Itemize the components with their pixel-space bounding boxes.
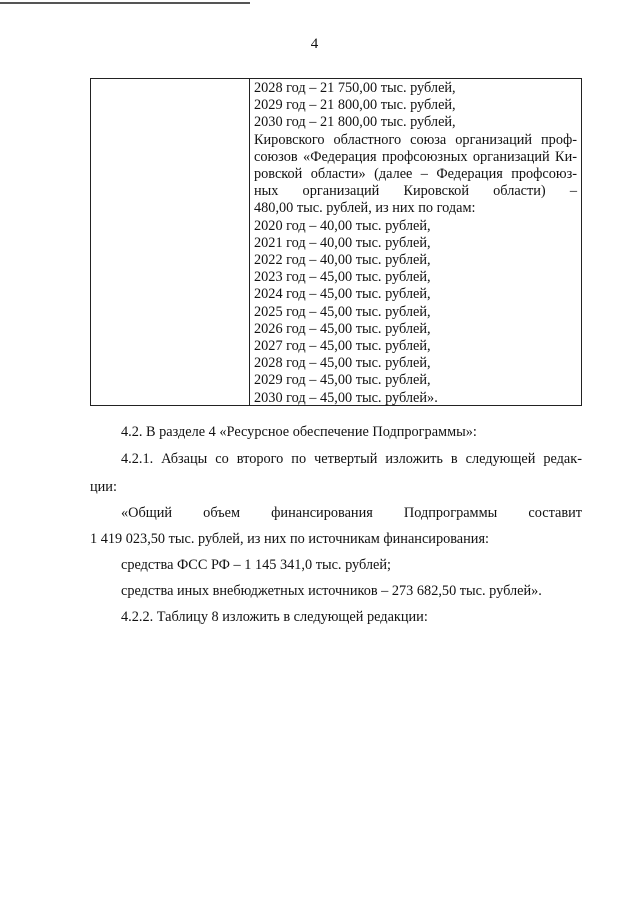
table-line: 2026 год – 45,00 тыс. рублей, — [254, 320, 431, 337]
table-line: союзов «Федерация профсоюзных организаций Ки- — [254, 148, 577, 165]
table-line: 2029 год – 21 800,00 тыс. рублей, — [254, 97, 456, 114]
table-line: 2022 год – 40,00 тыс. рублей, — [254, 252, 431, 269]
paragraph-4-2-1-line2: ции: — [90, 479, 117, 495]
table-line: 2020 год – 40,00 тыс. рублей, — [254, 217, 431, 234]
page-number: 4 — [310, 36, 319, 52]
table-column-divider — [249, 79, 250, 405]
paragraph-fss: средства ФСС РФ – 1 145 341,0 тыс. рублей; — [121, 557, 392, 573]
table-line: 2023 год – 45,00 тыс. рублей, — [254, 269, 431, 286]
table-line: 2021 год – 40,00 тыс. рублей, — [254, 234, 431, 251]
table-line: 2028 год – 45,00 тыс. рублей, — [254, 355, 431, 372]
paragraph-4-2: 4.2. В разделе 4 «Ресурсное обеспечение Подпрограммы»: — [121, 424, 477, 440]
table-line: 2029 год – 45,00 тыс. рублей, — [254, 372, 431, 389]
paragraph-total-line1: «Общий объем финансирования Подпрограммы составит — [121, 505, 582, 521]
table-line: 2024 год – 45,00 тыс. рублей, — [254, 286, 431, 303]
paragraph-total-line2: 1 419 023,50 тыс. рублей, из них по источникам финансирования: — [90, 531, 490, 547]
paragraph-4-2-2: 4.2.2. Таблицу 8 изложить в следующей редакции: — [121, 609, 428, 625]
table-line: Кировского областного союза организаций проф- — [254, 131, 577, 148]
table-line: ных организаций Кировской области) – — [254, 183, 577, 200]
table-line: 2027 год – 45,00 тыс. рублей, — [254, 338, 431, 355]
table-line: 480,00 тыс. рублей, из них по годам: — [254, 200, 476, 217]
top-rule — [0, 2, 250, 4]
table-line: ровской области» (далее – Федерация профсоюз- — [254, 166, 577, 183]
table-left-cell — [91, 79, 249, 405]
table-right-cell — [254, 80, 577, 407]
financing-table — [90, 78, 582, 406]
table-line: 2025 год – 45,00 тыс. рублей, — [254, 303, 431, 320]
table-line: 2030 год – 45,00 тыс. рублей». — [254, 389, 438, 406]
paragraph-4-2-1-line1: 4.2.1. Абзацы со второго по четвертый изложить в следующей редак- — [121, 451, 582, 467]
paragraph-other-sources: средства иных внебюджетных источников – 273 682,50 тыс. рублей». — [121, 583, 542, 599]
table-line: 2030 год – 21 800,00 тыс. рублей, — [254, 114, 456, 131]
table-line: 2028 год – 21 750,00 тыс. рублей, — [254, 80, 456, 96]
